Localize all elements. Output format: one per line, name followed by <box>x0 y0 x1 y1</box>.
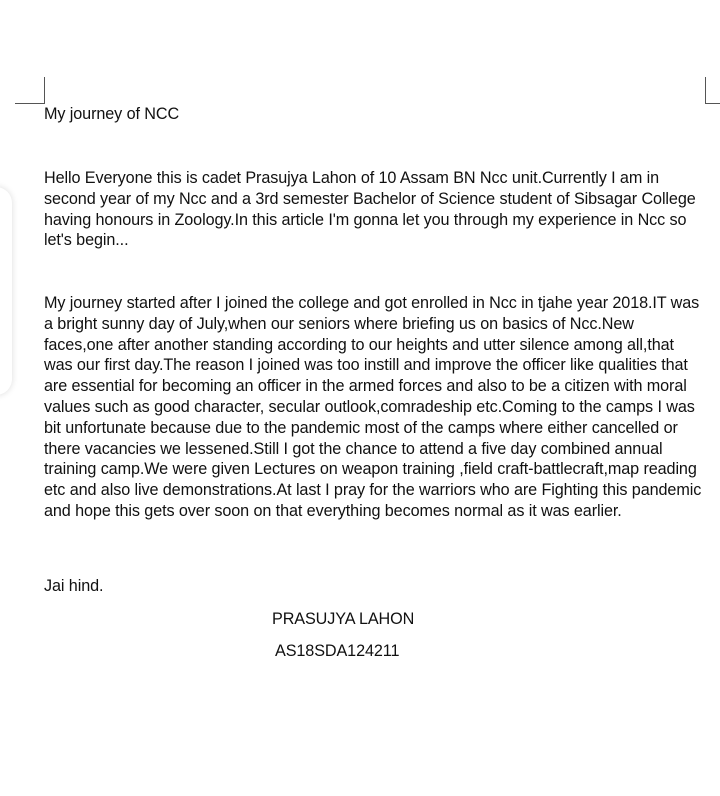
side-panel-handle[interactable] <box>0 187 12 395</box>
paragraph-journey: My journey started after I joined the college and got enrolled in Ncc in tjahe year 2018.IT was a bright sunny day of July,when our seniors where briefing us on basics of Ncc.New faces,one after another standing according to our heights and utter silence among all,that was our first day.The reason I joined was too instill and improve the officer like qualities that are essential for becoming an officer in the armed forces and also to be a citizen with moral values such as good character, secular outlook,comradeship etc.Coming to the camps I was bit unfortunate because due to the pandemic most of the camps where either cancelled or there vacancies we lessened.Still I got the chance to attend a five day combined annual training camp.We were given Lectures on weapon training ,field craft-battlecraft,map reading etc and also live demonstrations.At last I pray for the warriors who are Fighting this pandemic and hope this gets over soon on that everything becomes normal as it was earlier. <box>44 294 702 520</box>
signature-id: AS18SDA124211 <box>275 642 400 660</box>
top-left-margin-mark <box>15 77 45 104</box>
document-title: My journey of NCC <box>44 105 180 123</box>
paragraph-intro: Hello Everyone this is cadet Prasujya Lahon of 10 Assam BN Ncc unit.Currently I am in second year of my Ncc and a 3rd semester Bachelor of Science student of Sibsagar College having honours in Zoology.In this article I'm gonna let you through my experience in Ncc so let's begin... <box>44 169 696 250</box>
signature-name: PRASUJYA LAHON <box>272 610 415 628</box>
closing-line: Jai hind. <box>44 577 104 595</box>
top-right-margin-mark <box>705 77 720 104</box>
